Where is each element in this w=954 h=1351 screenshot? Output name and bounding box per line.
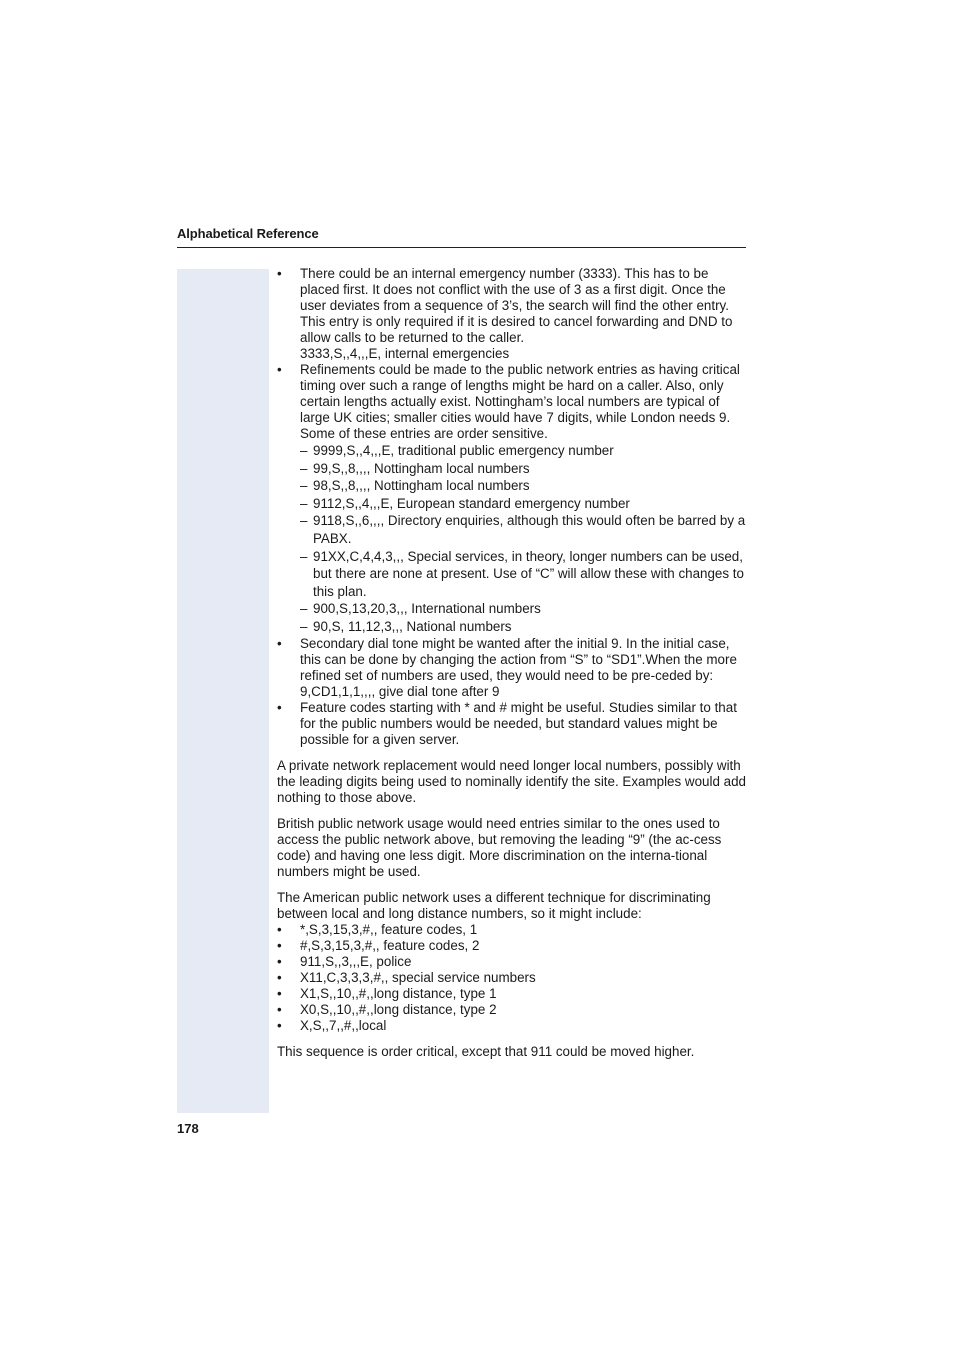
dash-item: – 9118,S,,6,,,, Directory enquiries, although this would often be barred by a PABX. xyxy=(300,512,747,547)
list-item xyxy=(277,362,747,636)
bullet-text: • Feature codes starting with * and # might be useful. Studies similar to that for the public numbers would be needed, but standard values might be possible for a given server. xyxy=(300,699,737,747)
bullet-list-american xyxy=(277,922,747,1034)
dash-item: – 90,S, 11,12,3,,, National numbers xyxy=(300,618,747,636)
list-item: • #,S,3,15,3,#,, feature codes, 2 xyxy=(277,938,747,954)
list-item: • 911,S,,3,,,E, police xyxy=(277,954,747,970)
list-item: • X1,S,,10,,#,,long distance, type 1 xyxy=(277,986,747,1002)
dash-item: – 99,S,,8,,,, Nottingham local numbers xyxy=(300,460,747,478)
dash-list xyxy=(300,442,747,636)
paragraph-private-network: A private network replacement would need longer local numbers, possibly with the leading digits being used to nominally identify the site. Examples would add nothing to those above. xyxy=(277,757,746,805)
paragraph-british-network: British public network usage would need entries similar to the ones used to access the public network above, but removing the leading “9” (the ac-cess code) and having one less digit. More discrimination on the interna-tional numbers might be used. xyxy=(277,815,722,879)
dash-item: – 900,S,13,20,3,,, International numbers xyxy=(300,600,747,618)
body-content xyxy=(277,266,747,1060)
list-item xyxy=(277,266,747,362)
bullet-text: • Refinements could be made to the public network entries as having critical timing over such a range of lengths might be hard on a caller. Also, only certain lengths actually exist. Nottingham’s local numbers are typical of large UK cities; smaller cities would have 7 digits, while London needs 9. Some of these entries are order sensitive. xyxy=(300,362,740,441)
paragraph-closing: This sequence is order critical, except that 911 could be moved higher. xyxy=(277,1043,695,1059)
bullet-list-main xyxy=(277,266,747,748)
dash-item: – 9999,S,,4,,,E, traditional public emergency number xyxy=(300,442,747,460)
list-item: • X11,C,3,3,3,#,, special service numbers xyxy=(277,970,747,986)
side-margin-panel xyxy=(177,269,269,1113)
dash-item: – 9112,S,,4,,,E, European standard emergency number xyxy=(300,495,747,513)
bullet-text: • There could be an internal emergency number (3333). This has to be placed first. It does not conflict with the use of 3 as a first digit. Once the user deviates from a sequence of 3’s, the search will find the other entry. This entry is only required if it is desired to cancel forwarding and DND to allow calls to be returned to the caller. xyxy=(300,266,733,345)
page-number: 178 xyxy=(177,1121,199,1136)
paragraph-american-network: The American public network uses a different technique for discriminating between local and long distance numbers, so it might include: xyxy=(277,889,711,921)
list-item xyxy=(277,700,747,748)
running-header-title: Alphabetical Reference xyxy=(177,226,319,241)
dash-item: – 98,S,,8,,,, Nottingham local numbers xyxy=(300,477,747,495)
header-divider xyxy=(177,247,746,248)
dash-item: – 91XX,C,4,4,3,,, Special services, in theory, longer numbers can be used, but there are none at present. Use of “C” will allow these with changes to this plan. xyxy=(300,548,747,601)
bullet-code: 9,CD1,1,1,,,, give dial tone after 9 xyxy=(300,683,500,699)
bullet-text: • Secondary dial tone might be wanted after the initial 9. In the initial case, this can be done by changing the action from “S” to “SD1”.When the more refined set of numbers are used, they would need to be pre-ceded by: xyxy=(300,635,737,683)
list-item: • X,S,,7,,#,,local xyxy=(277,1018,747,1034)
list-item: • X0,S,,10,,#,,long distance, type 2 xyxy=(277,1002,747,1018)
bullet-code: 3333,S,,4,,,E, internal emergencies xyxy=(300,346,510,361)
list-item: • *,S,3,15,3,#,, feature codes, 1 xyxy=(277,922,747,938)
list-item xyxy=(277,636,747,700)
